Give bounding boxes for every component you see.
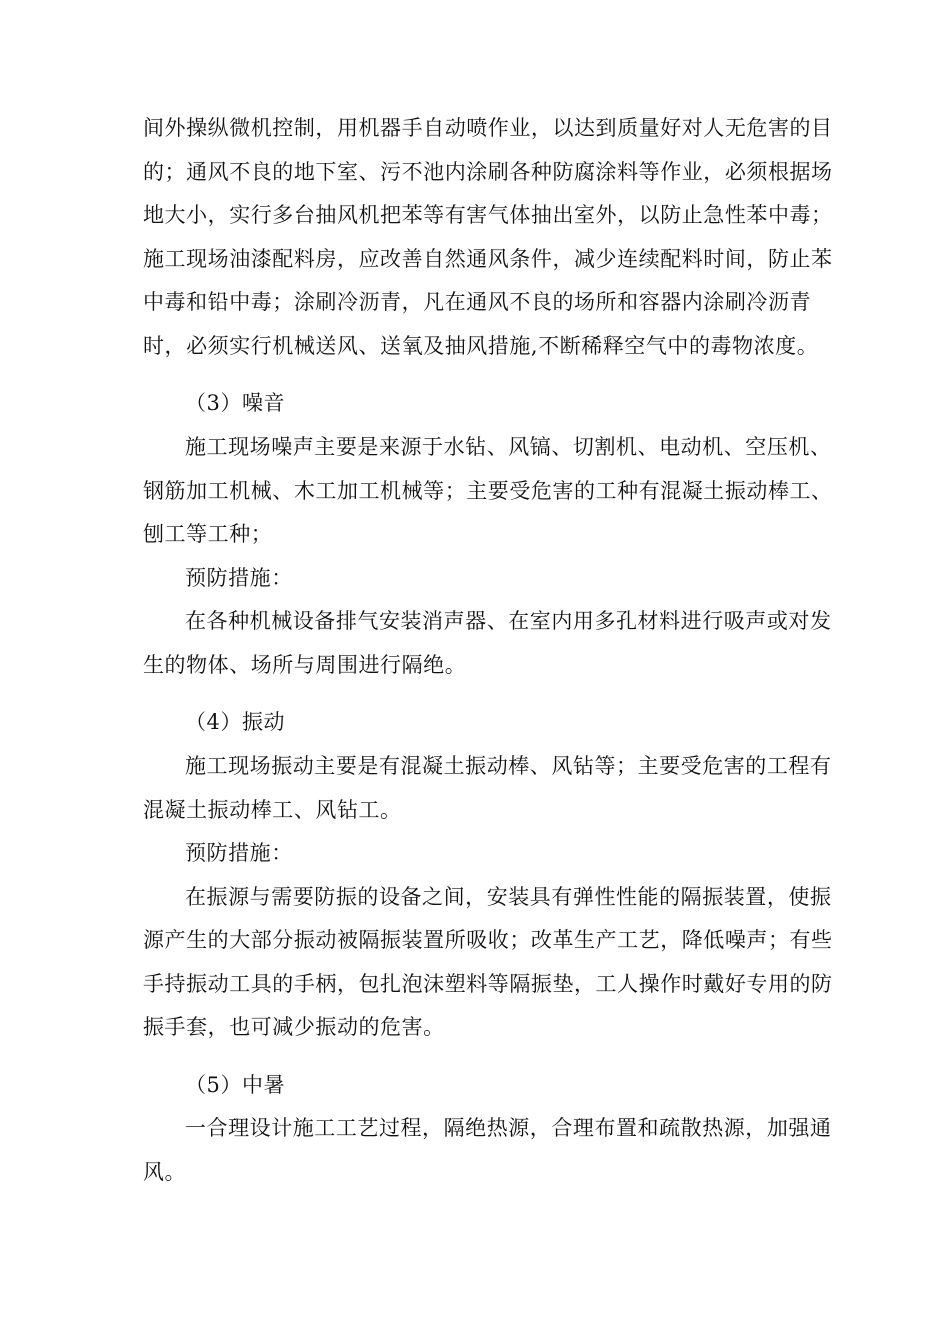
text-line: 中毒和铅中毒；涂刷冷沥青，凡在通风不良的场所和容器内涂刷冷沥青 — [143, 290, 812, 314]
section-heading-vibration: （4）振动 — [185, 710, 286, 734]
text-line: 施工现场振动主要是有混凝土振动棒、风钻等；主要受危害的工程有 — [185, 754, 832, 778]
text-line: 风。 — [143, 1160, 187, 1184]
subheading-prevention: 预防措施： — [185, 566, 293, 590]
text-line: 钢筋加工机械、木工加工机械等；主要受危害的工种有混凝土振动棒工、 — [143, 479, 833, 503]
text-line: 振手套，也可减少振动的危害。 — [143, 1015, 445, 1039]
text-line: 刨工等工种； — [143, 522, 273, 546]
text-line: 混凝土振动棒工、风钻工。 — [143, 798, 402, 822]
text-line: 施工现场油漆配料房，应改善自然通风条件，减少连续配料时间，防止苯 — [143, 247, 833, 271]
text-line: 间外操纵微机控制，用机器手自动喷作业，以达到质量好对人无危害的目 — [143, 116, 833, 140]
text-line: 手持振动工具的手柄，包扎泡沫塑料等隔振垫，工人操作时戴好专用的防 — [143, 972, 833, 996]
section-heading-noise: （3）噪音 — [185, 391, 286, 415]
text-line: 时，必须实行机械送风、送氧及抽风措施,不断稀释空气中的毒物浓度。 — [143, 334, 819, 358]
text-line: 源产生的大部分振动被隔振装置所吸收；改革生产工艺，降低噪声；有些 — [143, 928, 833, 952]
section-heading-heatstroke: （5）中暑 — [185, 1073, 286, 1097]
text-line: 的；通风不良的地下室、污不池内涂刷各种防腐涂料等作业，必须根据场 — [143, 160, 833, 184]
subheading-prevention: 预防措施： — [185, 841, 293, 865]
text-line: 在振源与需要防振的设备之间，安装具有弹性性能的隔振装置，使振 — [185, 885, 832, 909]
text-line: 生的物体、场所与周围进行隔绝。 — [143, 653, 467, 677]
text-line: 地大小，实行多台抽风机把苯等有害气体抽出室外，以防止急性苯中毒； — [143, 203, 833, 227]
text-line: 一合理设计施工工艺过程，隔绝热源，合理布置和疏散热源，加强通 — [185, 1116, 832, 1140]
text-line: 在各种机械设备排气安装消声器、在室内用多孔材料进行吸声或对发 — [185, 609, 832, 633]
text-line: 施工现场噪声主要是来源于水钻、风镐、切割机、电动机、空压机、 — [185, 435, 832, 459]
